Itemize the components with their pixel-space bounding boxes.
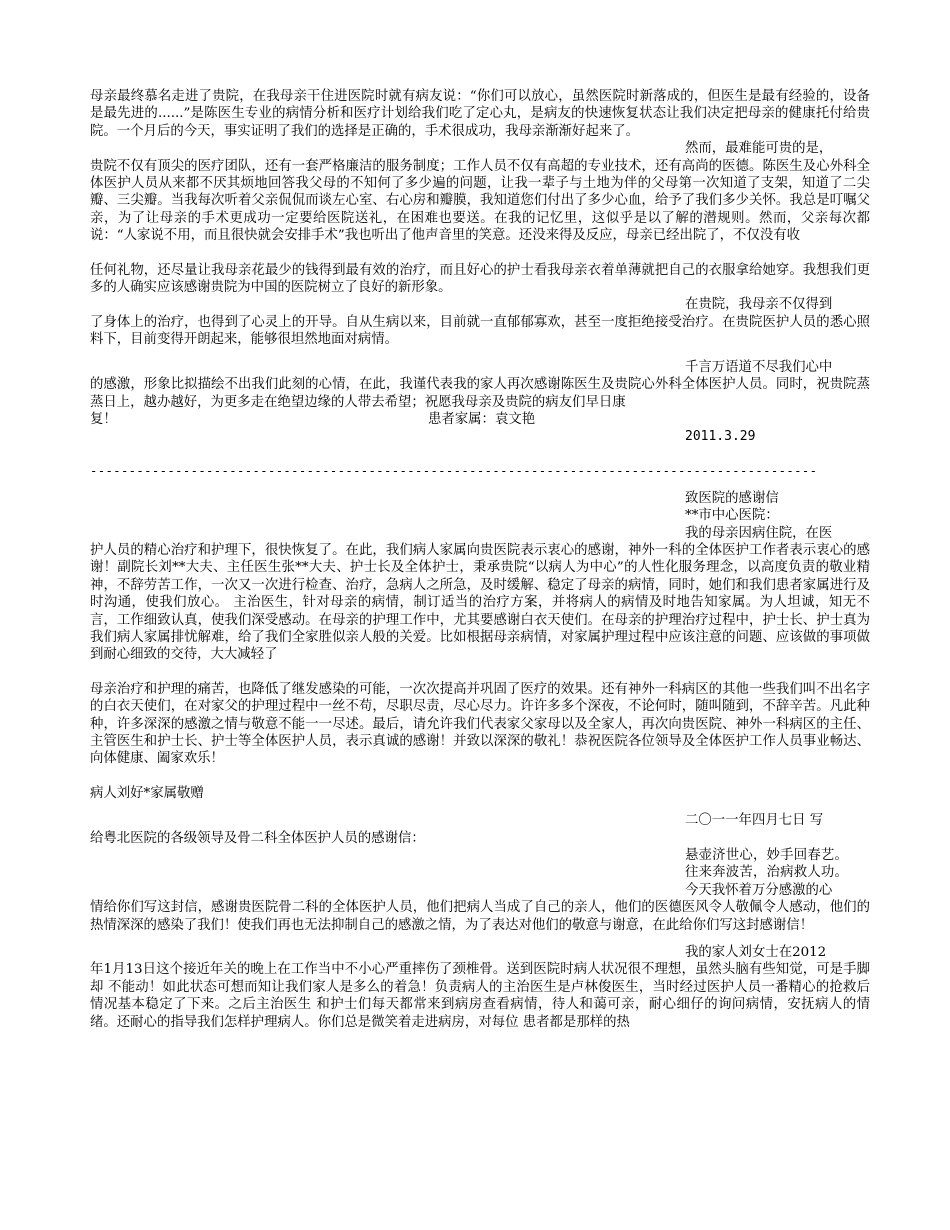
letter2-title: 致医院的感谢信 [685,490,779,506]
letter1-date: 2011.3.29 [685,429,756,445]
document-page [90,88,870,1031]
letter2-addressee: **市中心医院： [685,508,779,524]
letter2-date: 二〇一一年四月七日 写 [685,813,824,829]
letter1-paragraph-3: 任何礼物，还尽量让我母亲花最少的钱得到最有效的治疗，而且好心的护士看我母亲衣着单薄就把自己的衣服拿给她穿。我想我们更多的人确实应该感谢贵院为中国的医院树立了良好的新形象。 [90,262,870,296]
letter2-signature: 病人刘好*家属敬赠 [90,785,204,801]
letter2-paragraph-1: 护人员的精心治疗和护理下，很快恢复了。在此，我们病人家属向贵医院表示衷心的感谢，神外一科的全体医护工作者表示衷心的感谢！副院长刘**大夫、主任医生张**大夫、护士长及全体护士，秉承贵院“以病人为中心”的人性化服务理念，以高度负责的敬业精神，不辞劳苦工作，一次又一次进行检查、治疗，急病人之所急，及时缓解、稳定了母亲的病情，同时，她们和我们患者家属进行及时沟通，使我们放心。 主治医生，针对母亲的病情，制订适当的治疗方案，并将病人的病情及时地告知家属。为人坦诚，知无不言，工作细致认真，使我们深受感动。在母亲的护理工作中，尤其要感谢白衣天使们。在母亲的护理治疗过程中，护士长、护士真为我们病人家属排忧解难，给了我们全家胜似亲人般的关爱。比如根据母亲病情，对家属护理过程中应该注意的问题、应该做的事项做到耐心细致的交待，大大减轻了 [90,542,870,663]
letter1-signature-line [90,411,870,428]
letter3-salutation: 给粤北医院的各级领导及骨二科全体医护人员的感谢信： [90,830,425,846]
dashed-divider: ---------------------------------------------------------------------------------------------- [90,463,818,478]
letter1-paragraph-5-lead: 千言万语道不尽我们心中 [685,359,833,375]
letter2-paragraph-2: 母亲治疗和护理的痛苦，也降低了继发感染的可能，一次次提高并巩固了医疗的效果。还有神外一科病区的其他一些我们叫不出名字的白衣天使们，在对家父的护理过程中一丝不苟，尽职尽责，尽心尽力。许许多多个深夜，不论何时，随叫随到，不辞辛苦。凡此种种，许多深深的感激之情与敬意不能一一尽述。最后，请允许我们代表家父家母以及全家人，再次向贵医院、神外一科病区的主任、主管医生和护士长、护士等全体医护人员，表示真诚的感谢！并致以深深的敬礼！恭祝医院各位领导及全体医护工作人员事业畅达、向体健康、阖家欢乐！ [90,681,870,767]
letter3-verse-1: 悬壶济世心，妙手回春艺。 [685,848,849,864]
letter3-paragraph-2: 年1月13日这个接近年关的晚上在工作当中不小心严重摔伤了颈椎骨。送到医院时病人状况很不理想，虽然头脑有些知觉，可是手脚却 不能动！如此状态可想而知让我们家人是多么的着急！负责病人的主治医生是卢林俊医生，当时经过医护人员一番精心的抢救后情况基本稳定了下来。之后主治医生 和护士们每天都常来到病房查看病情，待人和蔼可亲，耐心细仔的询问病情，安抚病人的情绪。还耐心的指导我们怎样护理病人。你们总是微笑着走进病房，对每位 患者都是那样的热 [90,962,870,1030]
letter3-paragraph-1-lead: 今天我怀着万分感激的心 [685,882,833,898]
letter1-signature: 患者家属：袁文艳 [428,411,536,427]
letter2-paragraph-1-lead: 我的母亲因病住院，在医 [685,525,833,541]
letter1-paragraph-1: 母亲最终慕名走进了贵院，在我母亲干住进医院时就有病友说：“你们可以放心，虽然医院时新落成的，但医生是最有经验的，设备是最先进的......”是陈医生专业的病情分析和医疗计划给我们吃了定心丸，是病友的快速恢复状态让我们决定把母亲的健康托付给贵院。一个月后的今天，事实证明了我们的选择是正确的，手术很成功，我母亲渐渐好起来了。 [90,89,870,139]
letter3-paragraph-1: 情给你们写这封信，感谢贵医院骨二科的全体医护人员，他们把病人当成了自己的亲人，他们的医德医风令人敬佩令人感动，他们的热情深深的感染了我们！使我们再也无法抑制自己的感激之情，为了表达对他们的敬意与谢意，在此给你们写这封感谢信！ [90,900,870,933]
letter3-paragraph-2-lead: 我的家人刘女士在2012 [685,945,827,961]
letter1-paragraph-5: 的感激，形象比拟描绘不出我们此刻的心情，在此，我谨代表我的家人再次感谢陈医生及贵院心外科全体医护人员。同时，祝贵院蒸蒸日上，越办越好，为更多走在绝望边缘的人带去希望；祝愿我母亲及贵院的病友们早日康 [90,377,870,410]
letter1-paragraph-4: 了身体上的治疗，也得到了心灵上的开导。自从生病以来，目前就一直郁郁寡欢，甚至一度拒绝接受治疗。在贵院医护人员的悉心照料下，目前变得开朗起来，能够很坦然地面对病情。 [90,314,870,348]
letter1-paragraph-4-lead: 在贵院，我母亲不仅得到 [685,297,833,313]
letter1-paragraph-2: 贵院不仅有顶尖的医疗团队，还有一套严格廉洁的服务制度；工作人员不仅有高超的专业技术，还有高尚的医德。陈医生及心外科全体医护人员从来都不厌其烦地回答我父母的不知何了多少遍的问题，让我一辈子与土地为伴的父母第一次知道了支架，知道了二尖瓣、三尖瓣。当我每次听着父亲侃侃而谈左心室、右心房和瓣膜，我知道您们付出了多少心血，给予了我们多少关怀。我总是叮嘱父亲，为了让母亲的手术更成功一定要给医院送礼，在困难也要送。在我的记忆里，这似乎是以了解的潜规则。然而，父亲每次都说：“人家说不用，而且很快就会安排手术”我也听出了他声音里的笑意。还没来得及反应，母亲已经出院了，不仅没有收 [90,158,870,244]
letter1-closing-word: 复！ [90,411,117,427]
letter3-verse-2: 往来奔波苦，治病救人功。 [685,865,849,881]
letter1-paragraph-2-lead: 然而，最难能可贵的是， [685,141,833,157]
